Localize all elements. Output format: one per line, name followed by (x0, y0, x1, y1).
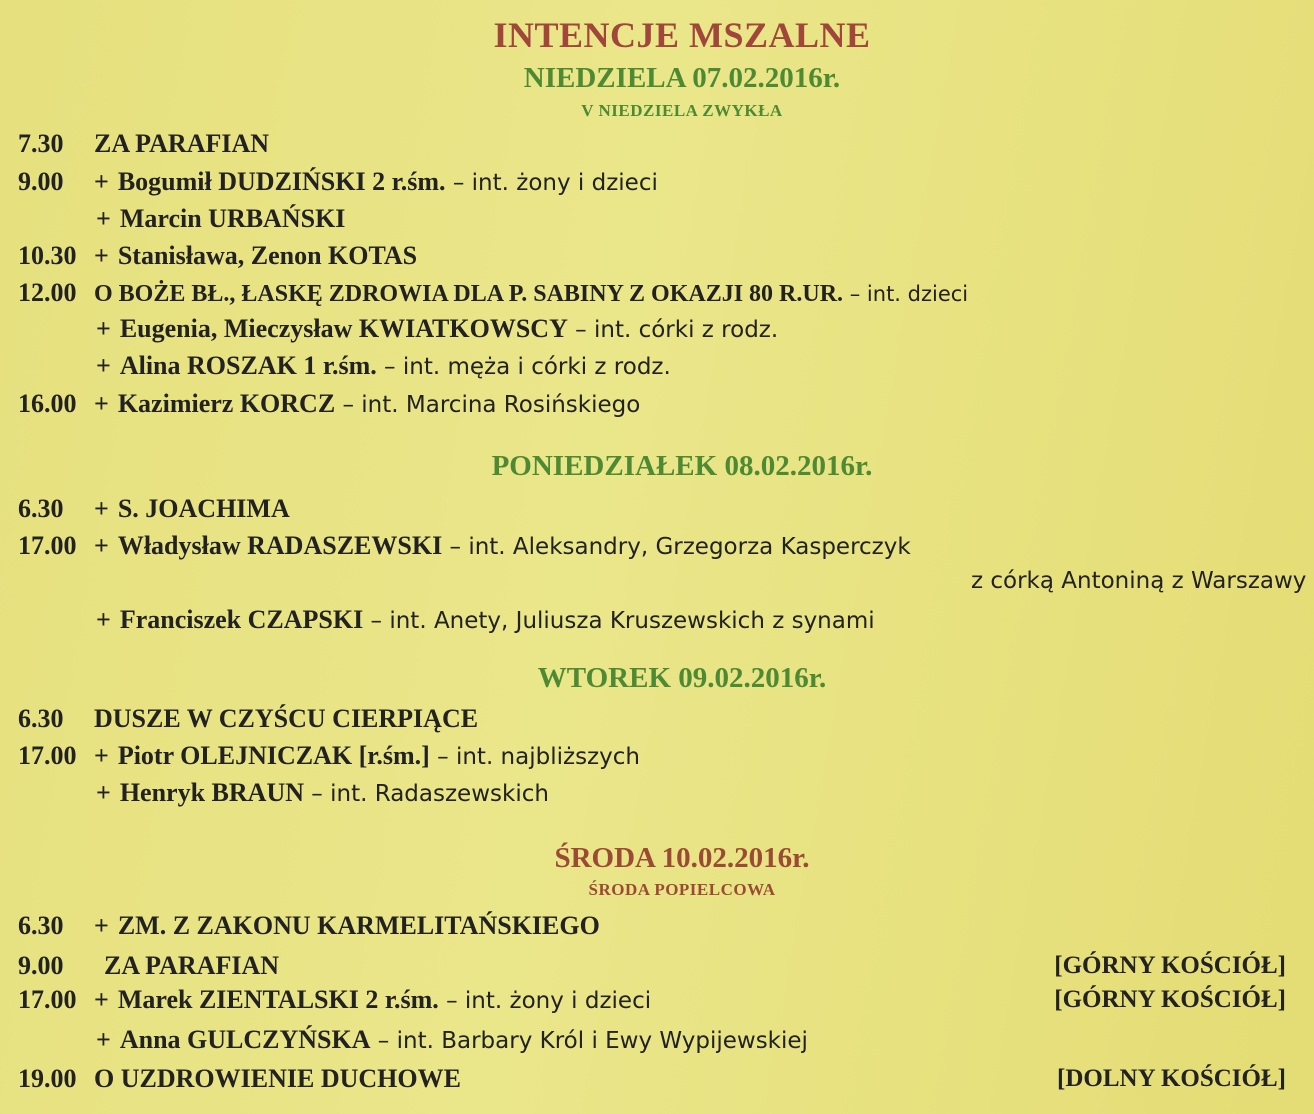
dash: – (438, 988, 465, 1014)
intention-name: Stanisława, Zenon KOTAS (117, 241, 418, 270)
dash: – (445, 170, 472, 196)
day-heading-tuesday: WTOREK 09.02.2016r. (537, 662, 827, 694)
intention-name: Franciszek CZAPSKI (119, 605, 364, 634)
intention-by: int. Aleksandry, Grzegorza Kasperczyk (468, 534, 911, 560)
intention-text: ZA PARAFIAN (94, 129, 270, 158)
mass-time: 9.00 (18, 167, 64, 196)
intention-name: O BOŻE BŁ., ŁASKĘ ZDROWIA DLA P. SABINY Z OKAZJI 80 R.UR. (94, 281, 844, 307)
intention-text: DUSZE W CZYŚCU CIERPIĄCE (94, 704, 479, 733)
mass-time: 12.00 (18, 278, 77, 307)
church-location-badge: [GÓRNY KOŚCIÓŁ] (1054, 986, 1286, 1013)
plus-mark: + (96, 605, 111, 634)
dash: – (335, 392, 362, 418)
intention-by: int. Marcina Rosińskiego (361, 392, 641, 418)
plus-mark: + (94, 985, 109, 1014)
plus-mark: + (96, 204, 111, 233)
intention-by: int. dzieci (866, 282, 969, 306)
dash: – (442, 534, 469, 560)
day-heading-sunday: NIEDZIELA 07.02.2016r. (523, 62, 841, 94)
plus-mark: + (96, 1025, 111, 1054)
intention-name: Piotr OLEJNICZAK [r.śm.] (117, 741, 430, 770)
day-subheading-wednesday: ŚRODA POPIELCOWA (588, 880, 776, 899)
dash: – (843, 282, 867, 306)
intention-by: int. najbliższych (455, 744, 640, 770)
intention-name: Marcin URBAŃSKI (119, 204, 346, 233)
intention-name: Henryk BRAUN (119, 778, 304, 807)
dash: – (363, 608, 390, 634)
church-location-badge: [GÓRNY KOŚCIÓŁ] (1054, 952, 1286, 979)
mass-time: 17.00 (18, 985, 77, 1014)
intention-text: ZA PARAFIAN (104, 951, 280, 980)
plus-mark: + (94, 241, 109, 270)
mass-time: 6.30 (18, 911, 64, 940)
mass-time: 6.30 (18, 494, 64, 523)
plus-mark: + (94, 531, 109, 560)
dash: – (304, 781, 331, 807)
day-heading-wednesday: ŚRODA 10.02.2016r. (554, 842, 810, 874)
intention-name: Władysław RADASZEWSKI (117, 531, 443, 560)
intention-name: Kazimierz KORCZ (117, 389, 336, 418)
dash: – (370, 1028, 397, 1054)
plus-mark: + (94, 167, 109, 196)
intention-by-continued: z córką Antoniną z Warszawy (971, 568, 1307, 594)
intention-by: int. Radaszewskich (330, 781, 549, 807)
mass-time: 16.00 (18, 389, 77, 418)
intention-name: Bogumił DUDZIŃSKI 2 r.śm. (117, 167, 446, 196)
mass-time: 10.30 (18, 241, 77, 270)
mass-time: 17.00 (18, 531, 77, 560)
intention-by: int. żony i dzieci (471, 170, 658, 196)
intention-name: Eugenia, Mieczysław KWIATKOWSCY (119, 314, 568, 343)
intention-name: ZM. Z ZAKONU KARMELITAŃSKIEGO (117, 911, 600, 940)
intention-name: S. JOACHIMA (117, 494, 290, 523)
intention-name: Anna GULCZYŃSKA (119, 1025, 371, 1054)
dash: – (376, 354, 403, 380)
dash: – (567, 317, 594, 343)
day-heading-monday: PONIEDZIAŁEK 08.02.2016r. (491, 450, 873, 482)
intention-by: int. córki z rodz. (593, 317, 779, 343)
plus-mark: + (96, 778, 111, 807)
page-title: INTENCJE MSZALNE (493, 15, 871, 55)
plus-mark: + (94, 494, 109, 523)
intention-text: O UZDROWIENIE DUCHOWE (94, 1064, 461, 1093)
intention-by: int. męża i córki z rodz. (402, 354, 671, 380)
plus-mark: + (96, 314, 111, 343)
mass-time: 7.30 (18, 129, 64, 158)
intention-by: int. Anety, Juliusza Kruszewskich z synami (389, 608, 875, 634)
plus-mark: + (96, 351, 111, 380)
plus-mark: + (94, 389, 109, 418)
day-subheading-sunday: V NIEDZIELA ZWYKŁA (581, 101, 783, 120)
intention-name: Alina ROSZAK 1 r.śm. (119, 351, 377, 380)
plus-mark: + (94, 911, 109, 940)
intention-by: int. Barbary Król i Ewy Wypijewskiej (396, 1028, 808, 1054)
mass-time: 19.00 (18, 1064, 77, 1093)
intention-by: int. żony i dzieci (464, 988, 652, 1014)
church-location-badge: [DOLNY KOŚCIÓŁ] (1057, 1065, 1286, 1092)
mass-time: 6.30 (18, 704, 64, 733)
plus-mark: + (94, 741, 109, 770)
intention-name: Marek ZIENTALSKI 2 r.śm. (117, 985, 439, 1014)
dash: – (429, 744, 456, 770)
mass-time: 9.00 (18, 951, 64, 980)
mass-time: 17.00 (18, 741, 77, 770)
